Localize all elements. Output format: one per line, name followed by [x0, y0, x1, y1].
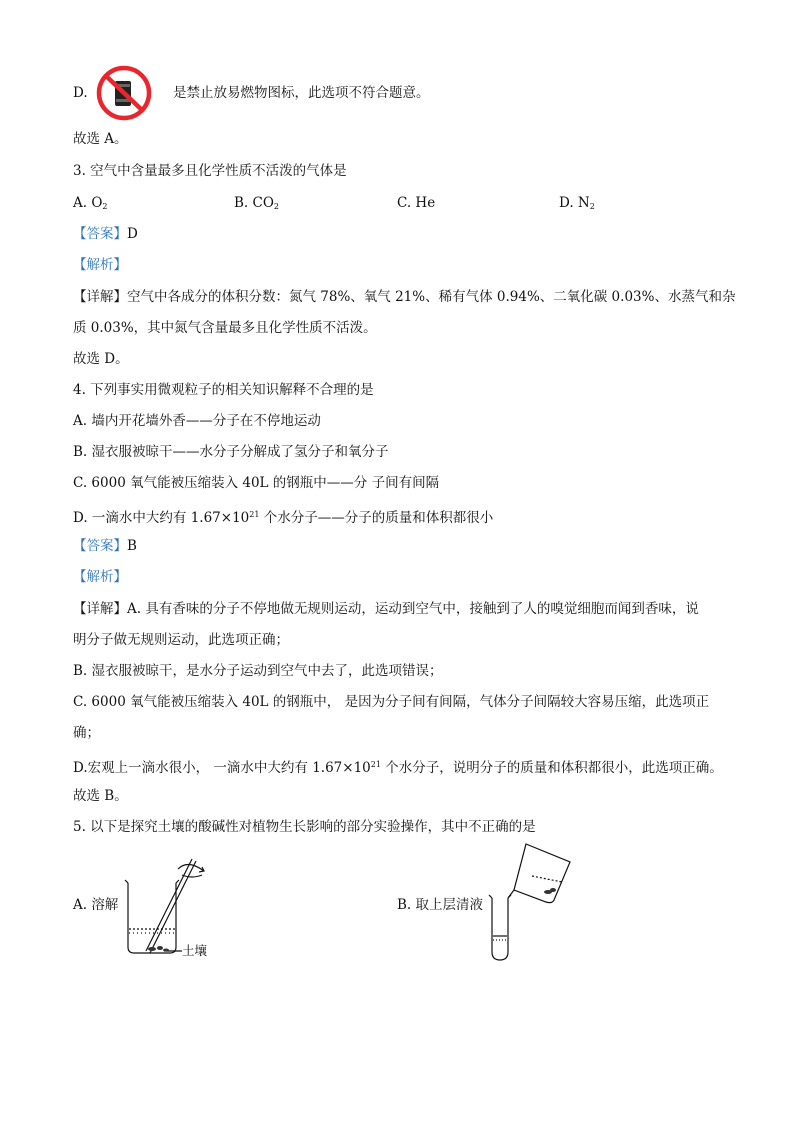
q5-option-a: A. 溶解: [73, 897, 119, 913]
q3-analysis-tag: 【解析】: [73, 257, 127, 273]
q4-option-d: D. 一滴水中大约有 $1.67\times 10^{21}$ 个水分子——分子的质量和体积都很小: [73, 510, 494, 526]
q4-conclusion: 故选 B。: [73, 788, 128, 804]
q3-answer: 【答案】D: [73, 226, 138, 242]
q4-detail-a2: 明分子做无规则运动，此选项正确；: [73, 632, 289, 648]
q3-stem: 3. 空气中含量最多且化学性质不活泼的气体是: [73, 163, 347, 179]
q4-detail-d: D.宏观上一滴水很小， 一滴水中大约有 $1.67\times 10^{21}$ 个水分子，说明分子的质量和体积都很小，此选项正确。: [73, 760, 723, 776]
q3-option-c: C. He: [397, 195, 436, 211]
q3-option-a: A. $O_2$: [73, 195, 108, 211]
q3-detail-line1: 【详解】空气中各成分的体积分数：氮气 78%、氧气 21%、稀有气体 0.94%、二氧化碳 0.03%、水蒸气和杂: [73, 289, 736, 305]
q4-answer: 【答案】B: [73, 538, 137, 554]
no-flammables-sign-icon: [95, 64, 153, 122]
q5-stem: 5. 以下是探究土壤的酸碱性对植物生长影响的部分实验操作，其中不正确的是: [73, 819, 536, 835]
q3-detail-line2: 质 0.03%，其中氮气含量最多且化学性质不活泼。: [73, 320, 377, 336]
soil-label: 土壤: [182, 943, 208, 958]
q4-option-b: B. 湿衣服被晾干——水分子分解成了氢分子和氧分子: [73, 444, 389, 460]
option-d-label: D.: [73, 85, 88, 101]
q3-option-b: B. $CO_2$: [234, 195, 279, 211]
q4-detail-c1: C. 6000 氧气能被压缩装入 40L 的钢瓶中， 是因为分子间有间隔，气体分子间隔较大容易压缩，此选项正: [73, 694, 710, 710]
option-d-text: 是禁止放易燃物图标，此选项不符合题意。: [173, 85, 430, 101]
q4-detail-c2: 确；: [73, 725, 100, 741]
answer-tag: 【答案】: [73, 538, 127, 554]
q4-detail-a1: 【详解】A. 具有香味的分子不停地做无规则运动，运动到空气中，接触到了人的嗅觉细胞而闻到香味，说: [73, 601, 699, 617]
q4-stem: 4. 下列事实用微观粒子的相关知识解释不合理的是: [73, 382, 374, 398]
q3-option-d: D. $N_2$: [559, 195, 595, 211]
q4-option-c: C. 6000 氧气能被压缩装入 40L 的钢瓶中——分 子间有间隔: [73, 475, 440, 491]
q5-option-b: B. 取上层清液: [397, 897, 484, 913]
q3-conclusion: 故选 D。: [73, 351, 129, 367]
q4-detail-b: B. 湿衣服被晾干，是水分子运动到空气中去了，此选项错误；: [73, 663, 443, 679]
answer-tag: 【答案】: [73, 226, 127, 242]
decanting-illustration: [480, 840, 580, 965]
q2-conclusion: 故选 A。: [73, 131, 128, 147]
q4-option-a: A. 墙内开花墙外香——分子在不停地运动: [73, 413, 321, 429]
q4-analysis-tag: 【解析】: [73, 569, 127, 585]
